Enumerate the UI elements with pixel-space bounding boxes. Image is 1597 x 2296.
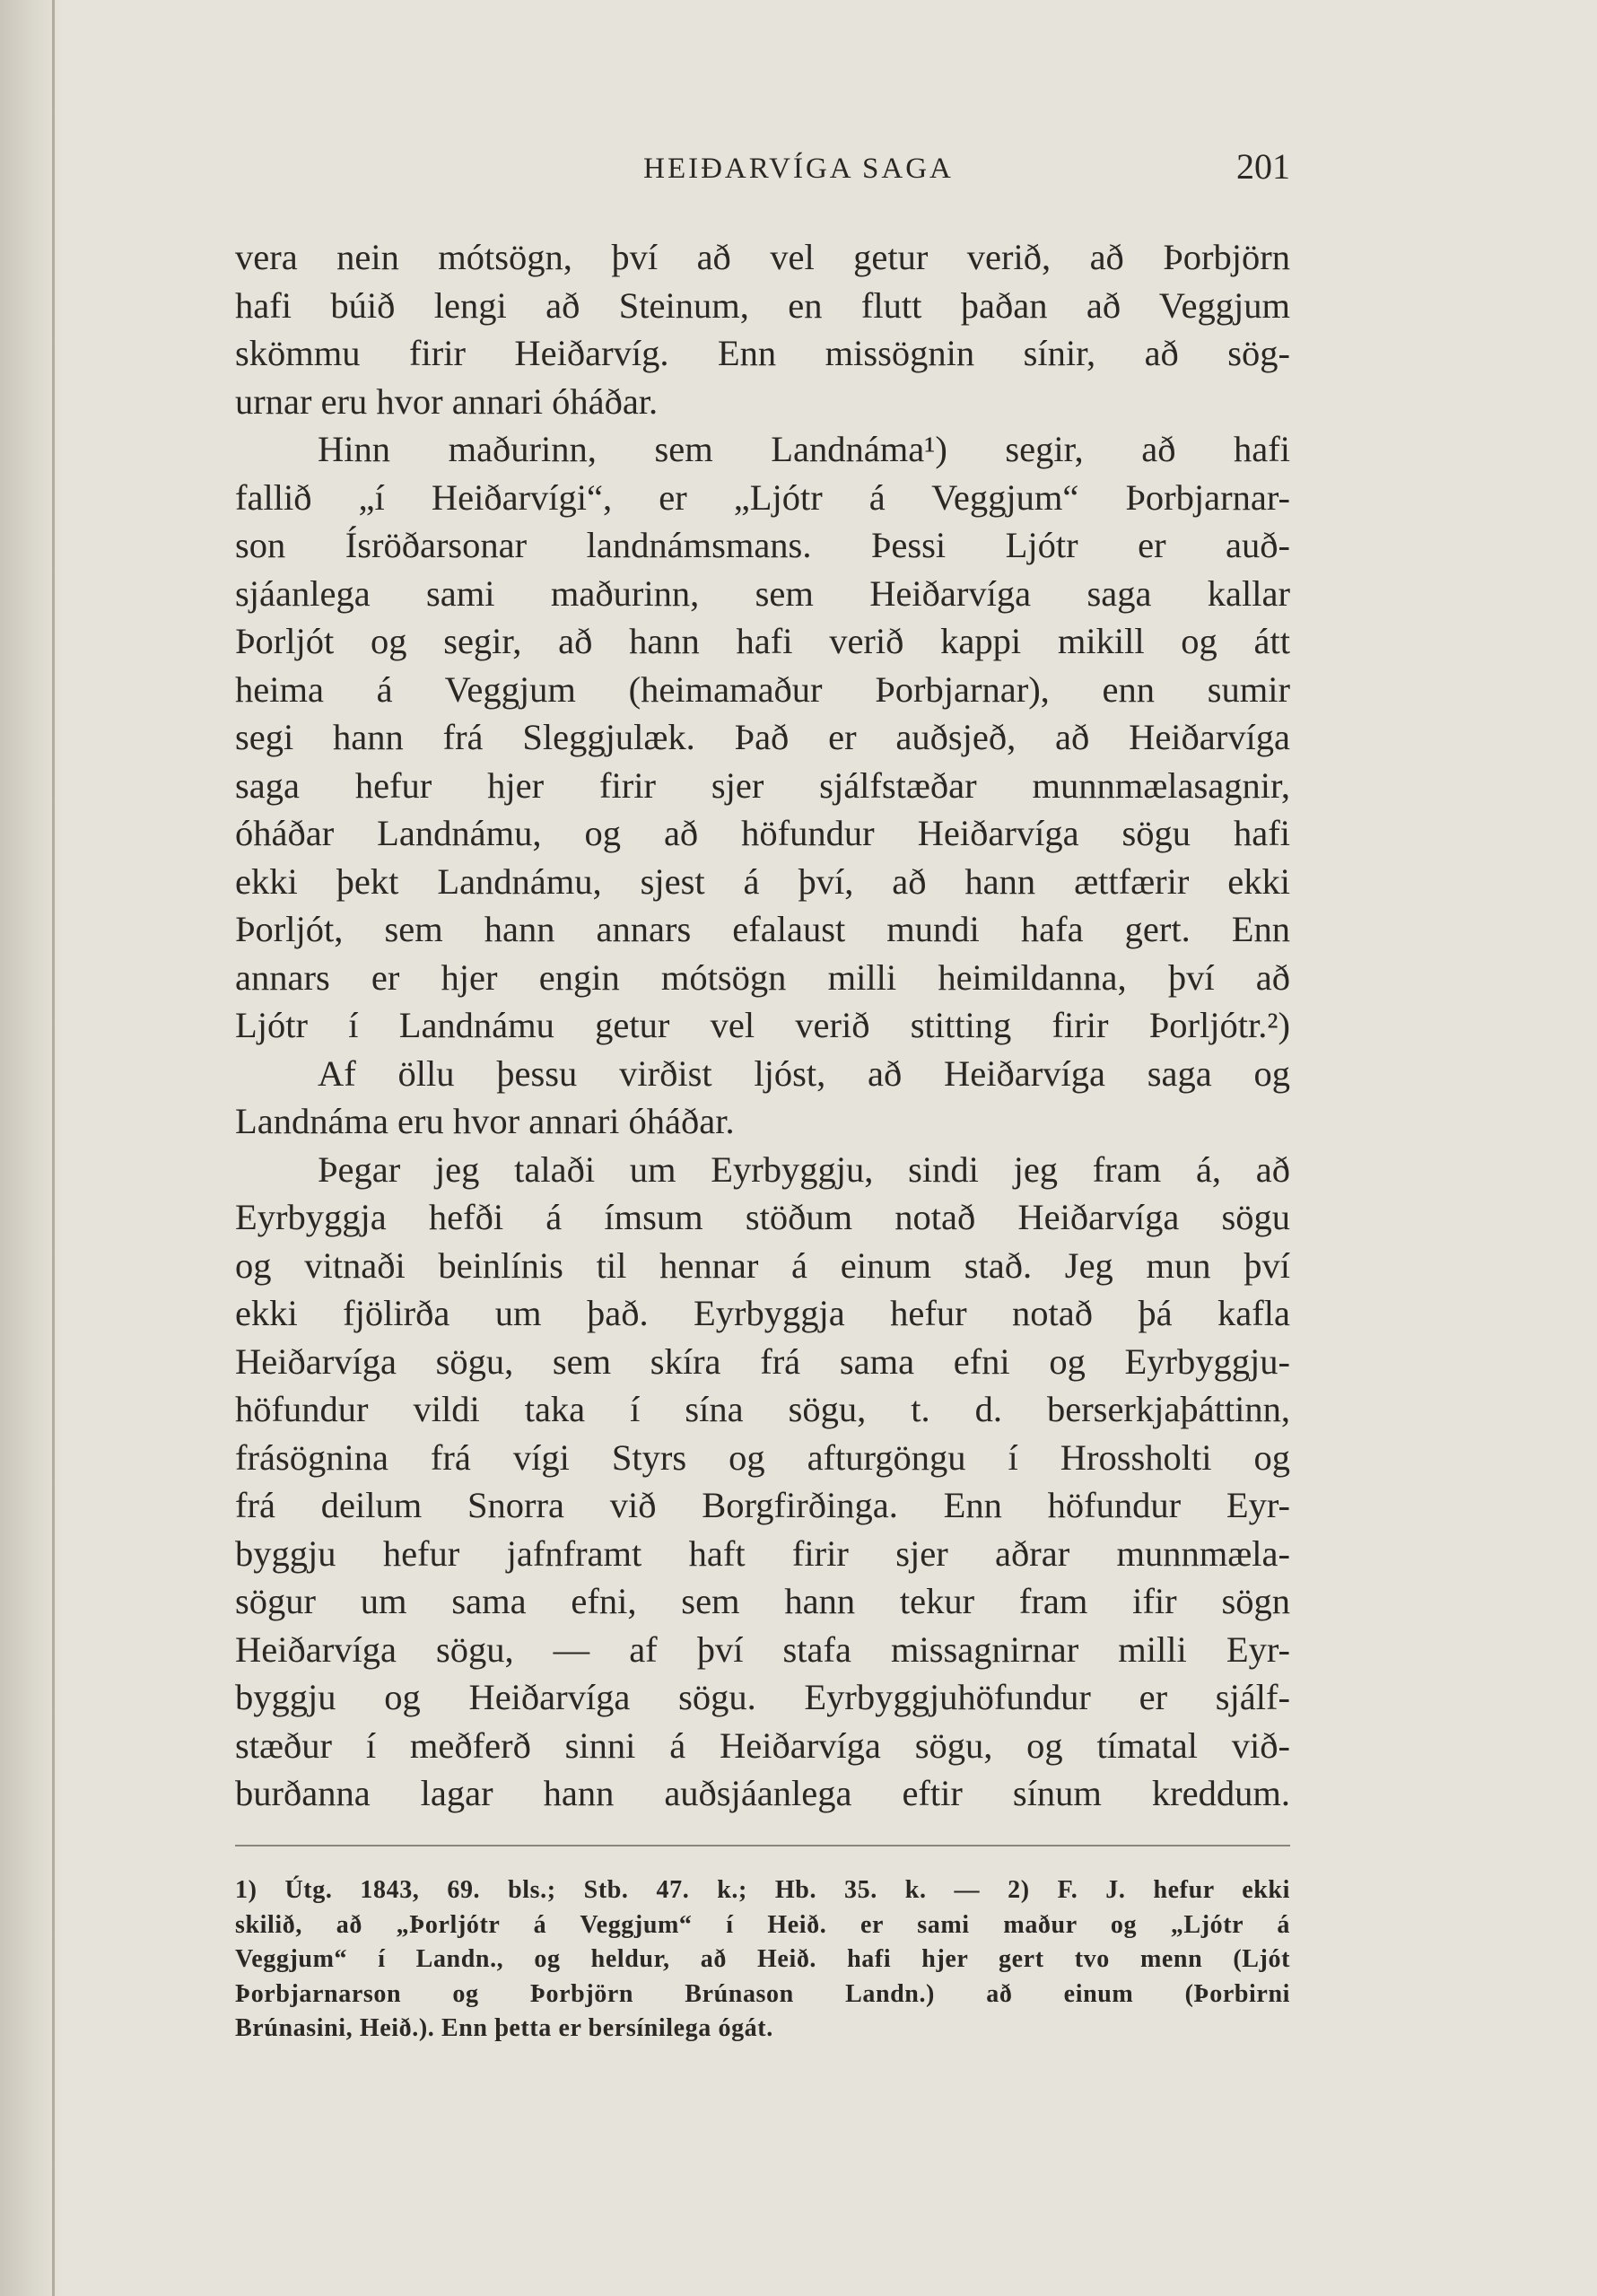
footnotes: [235, 1873, 1290, 2047]
text-line: Eyrbyggja hefði á ímsum stöðum notað Heiðarvíga sögu: [235, 1197, 1290, 1237]
binding-edge: [52, 0, 55, 2296]
text-line: hafi búið lengi að Steinum, en flutt þaðan að Veggjum: [235, 284, 1290, 326]
body-text: [235, 233, 1290, 1818]
text-line: frásögnina frá vígi Styrs og afturgöngu í Hrossholti og: [235, 1436, 1290, 1478]
text-line: sögur um sama efni, sem hann tekur fram ifir sögn: [235, 1581, 1290, 1621]
text-line: heima á Veggjum (heimamaður Þorbjarnar), enn sumir: [235, 668, 1290, 710]
text-line: annars er hjer engin mótsögn milli heimildanna, því að: [235, 956, 1290, 998]
text-line: Landnáma eru hvor annari óháðar.: [235, 1101, 735, 1141]
footnote-line: skilið, að „Þorljótr á Veggjum“ í Heið. er sami maður og „Ljótr á: [235, 1910, 1290, 1939]
text-line: höfundur vildi taka í sína sögu, t. d. berserkjaþáttinn,: [235, 1389, 1290, 1429]
footnote-line: 1) Útg. 1843, 69. bls.; Stb. 47. k.; Hb. 35. k. — 2) F. J. hefur ekki: [235, 1876, 1290, 1904]
text-line: byggju hefur jafnframt haft firir sjer aðrar munnmæla-: [235, 1532, 1290, 1574]
text-line: ekki þekt Landnámu, sjest á því, að hann ættfærir ekki: [235, 860, 1290, 902]
text-line: Þorljót, sem hann annars efalaust mundi hafa gert. Enn: [235, 909, 1290, 949]
text-line: stæður í meðferð sinni á Heiðarvíga sögu, og tímatal við-: [235, 1724, 1290, 1766]
text-line: og vitnaði beinlínis til hennar á einum stað. Jeg mun því: [235, 1244, 1290, 1286]
text-line: skömmu firir Heiðarvíg. Enn missögnin sínir, að sög-: [235, 333, 1290, 373]
text-line: saga hefur hjer firir sjer sjálfstæðar munnmælasagnir,: [235, 764, 1290, 806]
text-line: ekki fjölirða um það. Eyrbyggja hefur notað þá kafla: [235, 1293, 1290, 1333]
text-line: vera nein mótsögn, því að vel getur verið, að Þorbjörn: [235, 237, 1290, 277]
text-line: Þorljót og segir, að hann hafi verið kappi mikill og átt: [235, 621, 1290, 661]
text-line: Ljótr í Landnámu getur vel verið stitting firir Þorljótr.²): [235, 1005, 1290, 1045]
text-line: byggju og Heiðarvíga sögu. Eyrbyggjuhöfundur er sjálf-: [235, 1677, 1290, 1717]
text-line: frá deilum Snorra við Borgfirðinga. Enn höfundur Eyr-: [235, 1485, 1290, 1525]
text-line: Heiðarvíga sögu, — af því stafa missagnirnar milli Eyr-: [235, 1628, 1290, 1670]
footnote-line: Veggjum“ í Landn., og heldur, að Heið. hafi hjer gert tvo menn (Ljót: [235, 1945, 1290, 1973]
text-line: sjáanlega sami maðurinn, sem Heiðarvíga saga kallar: [235, 572, 1290, 614]
page-number: 201: [1236, 146, 1290, 187]
text-line: burðanna lagar hann auðsjáanlega eftir sínum kreddum.: [235, 1773, 1290, 1813]
text-line: son Ísröðarsonar landnámsmans. Þessi Ljótr er auð-: [235, 525, 1290, 565]
text-line: Heiðarvíga sögu, sem skíra frá sama efni og Eyrbyggju-: [235, 1340, 1290, 1382]
footnote-line: Brúnasini, Heið.). Enn þetta er bersínilega ógát.: [235, 2014, 773, 2042]
running-header: HEIÐARVÍGA SAGA: [643, 153, 954, 185]
text-line: óháðar Landnámu, og að höfundur Heiðarvíga sögu hafi: [235, 813, 1290, 853]
text-line: segi hann frá Sleggjulæk. Það er auðsjeð, að Heiðarvíga: [235, 717, 1290, 757]
footnote-divider: [235, 1845, 1290, 1846]
text-line: Þegar jeg talaði um Eyrbyggju, sindi jeg fram á, að: [318, 1148, 1290, 1190]
text-line: Hinn maðurinn, sem Landnáma¹) segir, að hafi: [318, 429, 1290, 469]
text-line: fallið „í Heiðarvígi“, er „Ljótr á Veggjum“ Þorbjarnar-: [235, 476, 1290, 518]
footnote-line: Þorbjarnarson og Þorbjörn Brúnason Landn.) að einum (Þorbirni: [235, 1979, 1290, 2008]
text-line: urnar eru hvor annari óháðar.: [235, 380, 659, 422]
text-line: Af öllu þessu virðist ljóst, að Heiðarvíga saga og: [318, 1052, 1290, 1094]
